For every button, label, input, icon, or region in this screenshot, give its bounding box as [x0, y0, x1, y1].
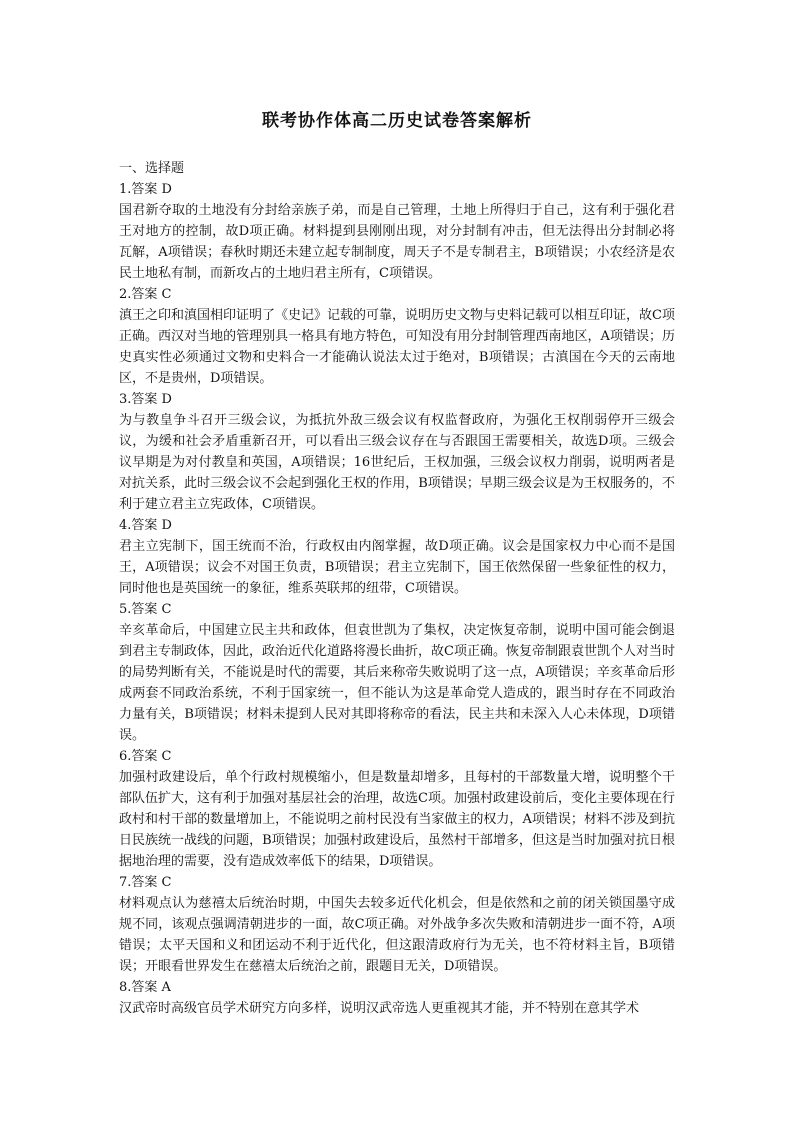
- answer-label: 3.答案 D: [119, 392, 172, 407]
- explanation-text: 加强村政建设后，单个行政村规模缩小，但是数量却增多，且每村的干部数量大增，说明整个干部队伍扩大，这有利于加强对基层社会的治理，故选C项。加强村政建设前后，变化主要体现在行政村和村干部的数量增加上，不能说明之前村民没有当家做主的权力，A项错误；材料不涉及到抗日民族统一战线的问题，B项错误；加强村政建设后，虽然村干部增多，但这是当时加强对抗日根据地治理的需要，没有造成效率低下的结果，D项错误。: [119, 770, 675, 869]
- answer-label: 7.答案 C: [119, 875, 172, 890]
- question-block: [119, 977, 675, 1019]
- explanation-text: 滇王之印和滇国相印证明了《史记》记载的可靠，说明历史文物与史料记载可以相互印证，故C项正确。西汉对当地的管理别具一格具有地方特色，可知没有用分封制管理西南地区，A项错误；历史真实性必须通过文物和史料合一才能确认说法太过于绝对，B项错误；古滇国在今天的云南地区，不是贵州，D项错误。: [119, 308, 675, 386]
- answer-label: 4.答案 D: [119, 518, 172, 533]
- answer-label: 1.答案 D: [119, 182, 172, 197]
- question-block: [119, 599, 675, 746]
- question-block: [119, 872, 675, 977]
- question-block: [119, 515, 675, 599]
- explanation-text: 辛亥革命后，中国建立民主共和政体，但袁世凯为了集权，决定恢复帝制，说明中国可能会倒退到君主专制政体，因此，政治近代化道路将漫长曲折，故C项正确。恢复帝制跟袁世凯个人对当时的局势判断有关，不能说是时代的需要，其后来称帝失败说明了这一点，A项错误；辛亥革命后形成两套不同政治系统，不利于国家统一，但不能认为这是革命党人造成的，跟当时存在不同政治力量有关，B项错误；材料未提到人民对其即将称帝的看法，民主共和未深入人心未体现，D项错误。: [119, 623, 675, 743]
- question-block: [119, 746, 675, 872]
- answer-label: 5.答案 C: [119, 602, 172, 617]
- question-block: [119, 389, 675, 515]
- answer-label: 8.答案 A: [119, 980, 171, 995]
- question-block: [119, 284, 675, 389]
- question-block: [119, 179, 675, 284]
- answer-content: [119, 158, 675, 1019]
- answer-label: 2.答案 C: [119, 287, 172, 302]
- explanation-text: 材料观点认为慈禧太后统治时期，中国失去较多近代化机会，但是依然和之前的闭关锁国墨守成规不同，该观点强调清朝进步的一面，故C项正确。对外战争多次失败和清朝进步一面不符，A项错误；太平天国和义和团运动不利于近代化，但这跟清政府行为无关，也不符材料主旨，B项错误；开眼看世界发生在慈禧太后统治之前，跟题目无关，D项错误。: [119, 896, 675, 974]
- page-title: 联考协作体高二历史试卷答案解析: [262, 111, 532, 131]
- explanation-text: 国君新夺取的土地没有分封给亲族子弟，而是自己管理，土地上所得归于自己，这有利于强化君王对地方的控制，故D项正确。材料提到县刚刚出现，对分封制有冲击，但无法得出分封制必将瓦解，A项错误；春秋时期还未建立起专制制度，周天子不是专制君主，B项错误；小农经济是农民土地私有制，而新攻占的土地归君主所有，C项错误。: [119, 203, 675, 281]
- explanation-text: 君主立宪制下，国王统而不治，行政权由内阁掌握，故D项正确。议会是国家权力中心而不是国王，A项错误；议会不对国王负责，B项错误；君主立宪制下，国王依然保留一些象征性的权力，同时他也是英国统一的象征，维系英联邦的纽带，C项错误。: [119, 539, 675, 596]
- explanation-text: 为与教皇争斗召开三级会议，为抵抗外敌三级会议有权监督政府，为强化王权削弱停开三级会议，为缓和社会矛盾重新召开，可以看出三级会议存在与否跟国王需要相关，故选D项。三级会议早期是为对付教皇和英国，A项错误；16世纪后，王权加强，三级会议权力削弱，说明两者是对抗关系，此时三级会议不会起到强化王权的作用，B项错误；早期三级会议是为王权服务的，不利于建立君主立宪政体，C项错误。: [119, 413, 675, 512]
- explanation-text: 汉武帝时高级官员学术研究方向多样，说明汉武帝选人更重视其才能，并不特别在意其学术: [119, 1001, 640, 1016]
- answer-label: 6.答案 C: [119, 749, 172, 764]
- section-heading: 一、选择题: [119, 161, 185, 176]
